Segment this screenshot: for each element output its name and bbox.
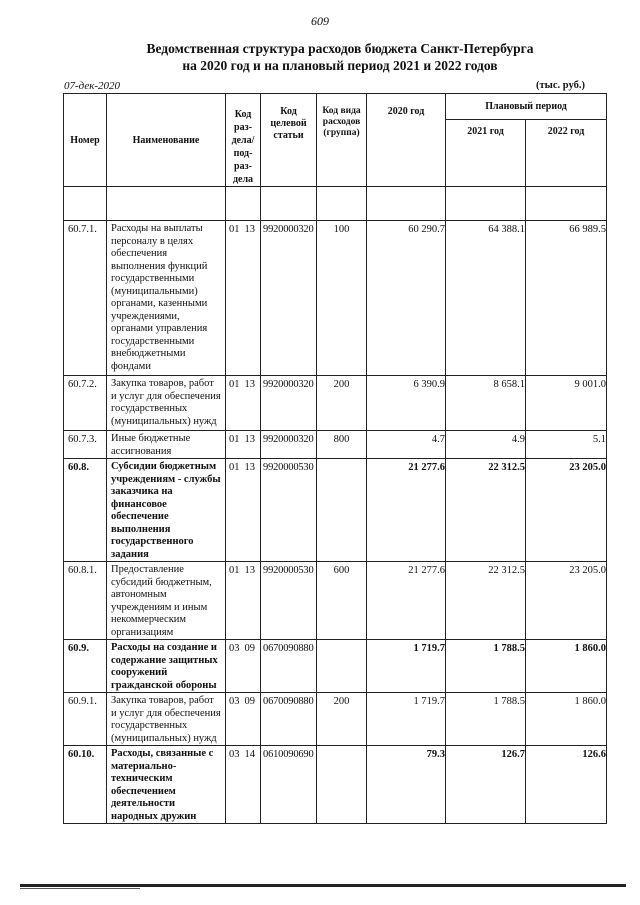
row-value-2020: 79.3 xyxy=(367,746,446,824)
row-target-code: 9920000530 xyxy=(261,459,317,562)
row-type-code xyxy=(317,640,367,693)
row-name: Расходы на выплаты персоналу в целях обеспечения выполнения функций государственными (муниципальными) органами, казенными учреждениями, органами управления государственными внебюджетными фондами xyxy=(107,221,226,376)
header-section: Код раз-дела/ под-раз-дела xyxy=(226,94,261,187)
row-subsection-code: 13 xyxy=(245,431,261,459)
header-2022: 2022 год xyxy=(526,119,607,186)
budget-table xyxy=(63,93,607,824)
row-subsection-code: 13 xyxy=(245,221,261,376)
header-number: Номер xyxy=(64,94,107,187)
row-number: 60.10. xyxy=(64,746,107,824)
row-type-code: 600 xyxy=(317,562,367,640)
row-number: 60.9.1. xyxy=(64,693,107,746)
row-name: Расходы на создание и содержание защитных сооружений гражданской обороны xyxy=(107,640,226,693)
title-line-2: на 2020 год и на плановый период 2021 и 2022 годов xyxy=(182,58,498,73)
row-name: Закупка товаров, работ и услуг для обеспечения государственных (муниципальных) нужд xyxy=(107,693,226,746)
header-planned-period: Плановый период xyxy=(446,94,607,120)
row-value-2020: 4.7 xyxy=(367,431,446,459)
row-value-2020: 21 277.6 xyxy=(367,459,446,562)
header-2021: 2021 год xyxy=(446,119,526,186)
row-subsection-code: 13 xyxy=(245,562,261,640)
row-value-2021: 64 388.1 xyxy=(446,221,526,376)
row-subsection-code: 09 xyxy=(245,640,261,693)
header-2020: 2020 год xyxy=(367,94,446,187)
table-row xyxy=(64,746,607,824)
row-target-code: 0670090880 xyxy=(261,640,317,693)
row-value-2022: 126.6 xyxy=(526,746,607,824)
row-value-2020: 1 719.7 xyxy=(367,640,446,693)
row-value-2021: 1 788.5 xyxy=(446,640,526,693)
document-title xyxy=(60,40,620,74)
table-row xyxy=(64,459,607,562)
row-number: 60.9. xyxy=(64,640,107,693)
row-name: Расходы, связанные с материально-техническим обеспечением деятельности народных дружин xyxy=(107,746,226,824)
row-target-code: 9920000530 xyxy=(261,562,317,640)
row-type-code: 200 xyxy=(317,693,367,746)
row-section-code: 03 xyxy=(226,693,245,746)
row-value-2021: 126.7 xyxy=(446,746,526,824)
row-value-2021: 22 312.5 xyxy=(446,459,526,562)
row-subsection-code: 09 xyxy=(245,693,261,746)
row-value-2022: 1 860.0 xyxy=(526,693,607,746)
table-row xyxy=(64,693,607,746)
row-value-2022: 23 205.0 xyxy=(526,459,607,562)
row-name: Субсидии бюджетным учреждениям - службы заказчика на финансовое обеспечение выполнения государственного задания xyxy=(107,459,226,562)
row-value-2022: 23 205.0 xyxy=(526,562,607,640)
row-value-2022: 1 860.0 xyxy=(526,640,607,693)
row-subsection-code: 14 xyxy=(245,746,261,824)
row-value-2021: 1 788.5 xyxy=(446,693,526,746)
row-value-2022: 9 001.0 xyxy=(526,376,607,431)
row-type-code: 800 xyxy=(317,431,367,459)
units-label: (тыс. руб.) xyxy=(536,80,585,91)
row-value-2022: 66 989.5 xyxy=(526,221,607,376)
row-number: 60.7.3. xyxy=(64,431,107,459)
row-value-2021: 8 658.1 xyxy=(446,376,526,431)
row-target-code: 9920000320 xyxy=(261,221,317,376)
row-value-2020: 21 277.6 xyxy=(367,562,446,640)
row-value-2020: 6 390.9 xyxy=(367,376,446,431)
row-name: Предоставление субсидий бюджетным, автономным учреждениям и иным некоммерческим организациям xyxy=(107,562,226,640)
title-line-1: Ведомственная структура расходов бюджета Санкт-Петербурга xyxy=(146,41,534,56)
table-row xyxy=(64,431,607,459)
row-section-code: 03 xyxy=(226,640,245,693)
row-number: 60.7.1. xyxy=(64,221,107,376)
row-target-code: 9920000320 xyxy=(261,431,317,459)
row-number: 60.8. xyxy=(64,459,107,562)
row-target-code: 0670090880 xyxy=(261,693,317,746)
row-name: Иные бюджетные ассигнования xyxy=(107,431,226,459)
table-row xyxy=(64,640,607,693)
bottom-rule xyxy=(20,884,626,887)
header-type: Код вида расходов (группа) xyxy=(317,94,367,187)
row-section-code: 01 xyxy=(226,221,245,376)
table-row xyxy=(64,562,607,640)
row-number: 60.8.1. xyxy=(64,562,107,640)
row-section-code: 01 xyxy=(226,459,245,562)
row-target-code: 0610090690 xyxy=(261,746,317,824)
row-section-code: 01 xyxy=(226,376,245,431)
row-section-code: 03 xyxy=(226,746,245,824)
row-type-code xyxy=(317,746,367,824)
row-value-2021: 22 312.5 xyxy=(446,562,526,640)
row-subsection-code: 13 xyxy=(245,459,261,562)
row-type-code xyxy=(317,459,367,562)
row-value-2020: 60 290.7 xyxy=(367,221,446,376)
row-subsection-code: 13 xyxy=(245,376,261,431)
table-row xyxy=(64,376,607,431)
row-section-code: 01 xyxy=(226,562,245,640)
row-number: 60.7.2. xyxy=(64,376,107,431)
table-row xyxy=(64,221,607,376)
row-value-2020: 1 719.7 xyxy=(367,693,446,746)
header-name: Наименование xyxy=(107,94,226,187)
bottom-rule-thin xyxy=(20,888,140,889)
header-target: Код целевой статьи xyxy=(261,94,317,187)
row-value-2022: 5.1 xyxy=(526,431,607,459)
row-type-code: 100 xyxy=(317,221,367,376)
row-type-code: 200 xyxy=(317,376,367,431)
row-value-2021: 4.9 xyxy=(446,431,526,459)
document-date: 07-дек-2020 xyxy=(64,80,121,92)
row-target-code: 9920000320 xyxy=(261,376,317,431)
row-name: Закупка товаров, работ и услуг для обеспечения государственных (муниципальных) нужд xyxy=(107,376,226,431)
row-section-code: 01 xyxy=(226,431,245,459)
page-number: 609 xyxy=(311,14,329,28)
